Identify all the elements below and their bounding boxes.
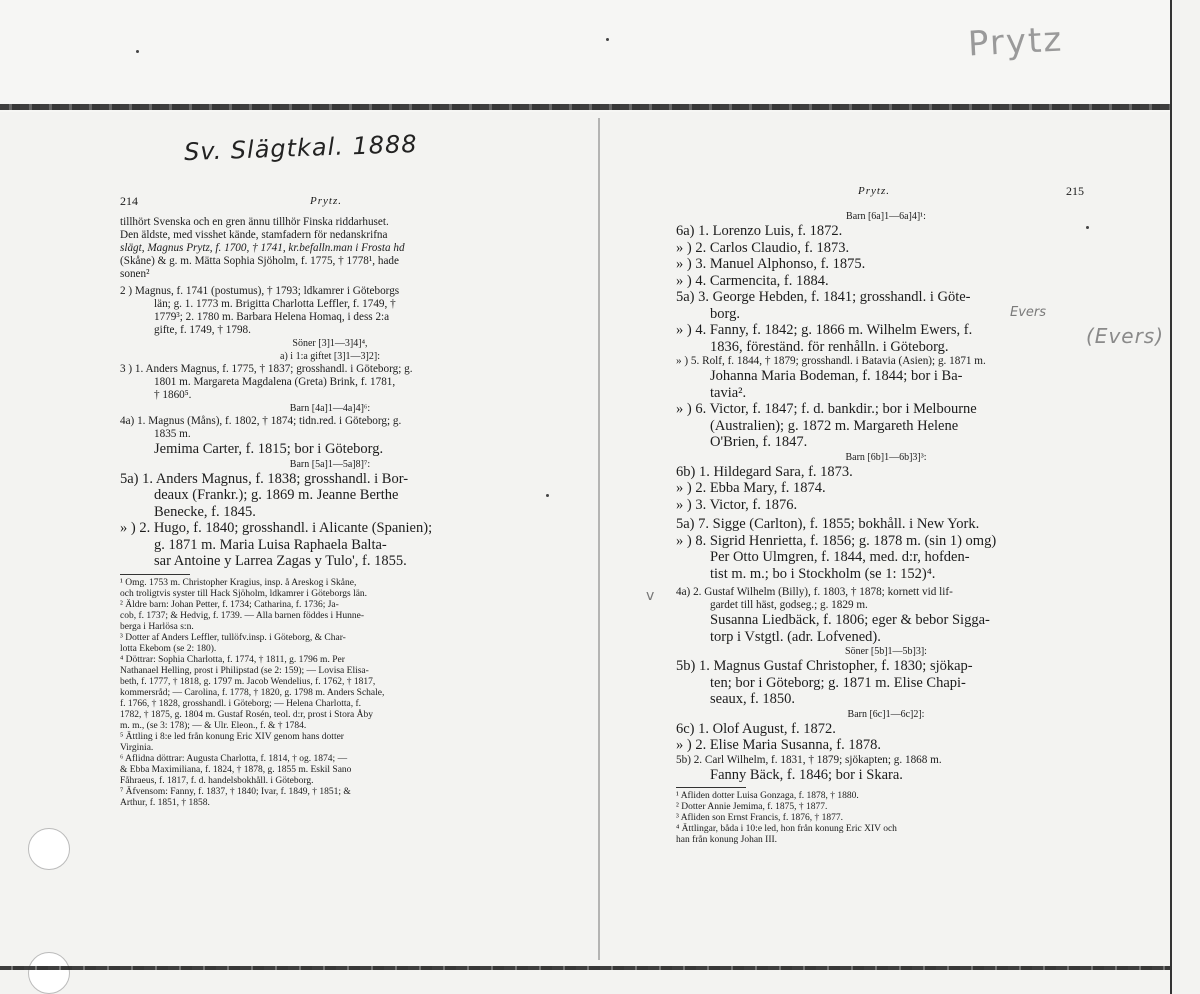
footnote-line: 1782, † 1875, g. 1804 m. Gustaf Rosén, teol. d:r, prost i Stora Åby: [120, 709, 373, 720]
footnote-line: ² Dotter Annie Jemima, f. 1875, † 1877.: [676, 802, 828, 812]
text-line: gardet till häst, godseg.; g. 1829 m.: [710, 599, 868, 611]
text-line: deaux (Frankr.); g. 1869 m. Jeanne Berthe: [154, 487, 399, 503]
section-heading: Söner [3]1—3]4]⁴,: [292, 338, 368, 349]
text-line: sonen²: [120, 268, 150, 280]
right-frame-edge: [1170, 0, 1172, 994]
handwritten-source-note: Sv. Slägtkal. 1888: [183, 129, 419, 167]
footnote-line: berga i Harlösa s:n.: [120, 621, 194, 632]
left-footnotes: [120, 578, 540, 809]
text-line: 1836, föreständ. för renhålln. i Göteborg.: [710, 338, 949, 355]
text-line: » ) 8. Sigrid Henrietta, f. 1856; g. 1878 m. (sin 1) omg): [676, 532, 997, 549]
section-heading: a) i 1:a giftet [3]1—3]2]:: [280, 351, 380, 362]
footnote-line: f. 1766, † 1828, grosshandl. i Göteborg; — Helena Charlotta, f.: [120, 698, 361, 709]
footnote-line: ⁷ Äfvensom: Fanny, f. 1837, † 1840; Ivar, f. 1849, † 1851; &: [120, 786, 351, 797]
handwritten-evers-small: Evers: [1010, 305, 1047, 320]
text-line: » ) 3. Manuel Alphonso, f. 1875.: [676, 256, 866, 272]
text-line: 3 ) 1. Anders Magnus, f. 1775, † 1837; grosshandl. i Göteborg; g.: [120, 363, 413, 375]
footnote-line: han från konung Johan III.: [676, 835, 778, 845]
footnote-line: ² Äldre barn: Johan Petter, f. 1734; Catharina, f. 1736; Ja-: [120, 599, 339, 610]
scan-speck: [136, 50, 139, 53]
left-page-body: [120, 216, 540, 809]
section-heading: Barn [6c]1—6c]2]:: [847, 708, 925, 720]
footnote-line: & Ebba Maximiliana, f. 1824, † 1878, g. 1855 m. Eskil Sano: [120, 764, 352, 775]
text-line: 6a) 1. Lorenzo Luis, f. 1872.: [676, 223, 843, 239]
text-line: (Australien); g. 1872 m. Margareth Helene: [710, 417, 959, 434]
footnote-line: Virginia.: [120, 742, 154, 753]
footnote-line: ⁶ Aflidna döttrar: Augusta Charlotta, f. 1814, † og. 1874; —: [120, 753, 348, 764]
footnote-line: ⁴ Ättlingar, båda i 10:e led, hon från konung Eric XIV och: [676, 824, 897, 834]
footnote-line: lotta Ekebom (se 2: 180).: [120, 643, 217, 654]
footnote-line: ³ Afliden son Ernst Francis, f. 1876, † 1877.: [676, 813, 843, 823]
footnote-line: ³ Dotter af Anders Leffler, tullöfv.insp. i Göteborg, & Char-: [120, 632, 346, 643]
text-line: 5a) 1. Anders Magnus, f. 1838; grosshandl. i Bor-: [120, 470, 409, 487]
text-line: † 1860⁵.: [154, 389, 192, 401]
text-line: sar Antoine y Larrea Zagas y Tulo', f. 1855.: [154, 553, 407, 569]
text-line: g. 1871 m. Maria Luisa Raphaela Balta-: [154, 536, 387, 553]
bottom-page-edge: [0, 966, 1170, 970]
text-line: » ) 3. Victor, f. 1876.: [676, 496, 798, 513]
text-line: 1779³; 2. 1780 m. Barbara Helena Homaq, i dess 2:a: [154, 311, 390, 323]
text-line: Benecke, f. 1845.: [154, 503, 256, 520]
footnote-line: ¹ Omg. 1753 m. Christopher Kragius, insp. å Areskog i Skåne,: [120, 577, 357, 588]
footnote-line: beth, f. 1777, † 1818, g. 1797 m. Jacob Wendelius, f. 1762, † 1817,: [120, 676, 376, 687]
section-heading: Söner [5b]1—5b]3]:: [845, 646, 927, 657]
text-line: Den äldste, med visshet kände, stamfadern för nedanskrifna: [120, 229, 388, 241]
binder-hole: [28, 828, 70, 870]
page-number-left: 214: [120, 194, 138, 208]
footnote-line: och troligtvis syster till Hack Sjöholm, ldkamrer i Göteborgs län.: [120, 588, 368, 599]
section-heading: Barn [6a]1—6a]4]¹:: [846, 211, 926, 222]
text-line: » ) 2. Elise Maria Susanna, f. 1878.: [676, 737, 881, 753]
footnote-line: Fåhraeus, f. 1817, f. d. handelsbokhåll. i Göteborg.: [120, 775, 314, 786]
text-line: » ) 2. Hugo, f. 1840; grosshandl. i Alicante (Spanien);: [120, 520, 433, 536]
scan-speck: [1086, 226, 1089, 229]
text-line: 1835 m.: [154, 428, 191, 440]
text-line: tist m. m.; bo i Stockholm (se 1: 152)⁴.: [710, 565, 936, 582]
binder-hole: [28, 952, 70, 994]
right-page: [604, 118, 1170, 958]
text-line: borg.: [710, 305, 740, 322]
text-line: 2 ) Magnus, f. 1741 (postumus), † 1793; ldkamrer i Göteborgs: [120, 285, 400, 297]
text-line: Johanna Maria Bodeman, f. 1844; bor i Ba-: [710, 368, 963, 384]
handwritten-surname: Prytz: [967, 19, 1065, 65]
running-head-right: Prytz.: [858, 185, 890, 197]
footnote-line: Arthur, f. 1851, † 1858.: [120, 797, 210, 808]
page-number-right: 215: [1066, 184, 1084, 198]
left-page: [8, 118, 596, 958]
text-line: O'Brien, f. 1847.: [710, 434, 808, 450]
text-line: Susanna Liedbäck, f. 1806; eger & bebor Sigga-: [710, 612, 990, 628]
footnote-rule: [676, 787, 746, 788]
text-line: 6c) 1. Olof August, f. 1872.: [676, 720, 836, 737]
footnote-line: m. m., (se 3: 178); — & Ulr. Eleon., f. & † 1784.: [120, 720, 307, 731]
text-line: 5b) 1. Magnus Gustaf Christopher, f. 1830; sjökap-: [676, 658, 973, 674]
text-line: » ) 4. Carmencita, f. 1884.: [676, 272, 829, 289]
text-line: Fanny Bäck, f. 1846; bor i Skara.: [710, 766, 903, 783]
text-line: 6b) 1. Hildegard Sara, f. 1873.: [676, 463, 853, 480]
right-footnotes: [676, 791, 1096, 846]
text-line: 4a) 1. Magnus (Måns), f. 1802, † 1874; tidn.red. i Göteborg; g.: [120, 415, 402, 427]
text-line: tillhört Svenska och en gren ännu tillhör Finska riddarhuset.: [120, 216, 389, 228]
text-line: 5b) 2. Carl Wilhelm, f. 1831, † 1879; sjökapten; g. 1868 m.: [676, 753, 942, 766]
text-line: gifte, f. 1749, † 1798.: [154, 324, 251, 336]
text-line: (Skåne) & g. m. Mätta Sophia Sjöholm, f. 1775, † 1778¹, hade: [120, 255, 399, 267]
text-line: seaux, f. 1850.: [710, 691, 795, 707]
text-line: 5a) 3. George Hebden, f. 1841; grosshandl. i Göte-: [676, 289, 971, 305]
footnote-line: ¹ Afliden dotter Luisa Gonzaga, f. 1878, † 1880.: [676, 791, 859, 801]
footnote-line: cob, f. 1737; & Hedvig, f. 1739. — Alla barnen föddes i Hunne-: [120, 610, 365, 621]
scan-speck: [606, 38, 609, 41]
text-line: » ) 2. Carlos Claudio, f. 1873.: [676, 239, 850, 256]
footnote-line: ⁴ Döttrar: Sophia Charlotta, f. 1774, † 1811, g. 1796 m. Per: [120, 654, 345, 665]
section-heading: Barn [6b]1—6b]3]³:: [845, 451, 927, 463]
top-page-edge: [0, 104, 1170, 110]
text-line: torp i Vstgtl. (adr. Lofvened).: [710, 628, 881, 645]
footnote-line: ⁵ Ättling i 8:e led från konung Eric XIV genom hans dotter: [120, 731, 344, 742]
running-head-left: Prytz.: [310, 195, 342, 207]
text-line: Per Otto Ulmgren, f. 1844, med. d:r, hofden-: [710, 549, 970, 565]
text-line: tavia².: [710, 384, 747, 401]
scan-speck: [546, 494, 549, 497]
text-line: slägt, Magnus Prytz, f. 1700, † 1741, kr.befalln.man i Frosta hd: [120, 242, 405, 254]
text-line: län; g. 1. 1773 m. Brigitta Charlotta Leffler, f. 1749, †: [154, 298, 396, 310]
text-line: 5a) 7. Sigge (Carlton), f. 1855; bokhåll. i New York.: [676, 516, 980, 532]
margin-check-mark: v: [646, 588, 655, 604]
text-line: Jemima Carter, f. 1815; bor i Göteborg.: [154, 441, 384, 457]
text-line: » ) 5. Rolf, f. 1844, † 1879; grosshandl. i Batavia (Asien); g. 1871 m.: [676, 355, 986, 367]
text-line: » ) 4. Fanny, f. 1842; g. 1866 m. Wilhelm Ewers, f.: [676, 322, 973, 338]
handwritten-evers-bracketed: (Evers): [1086, 324, 1165, 348]
text-line: 4a) 2. Gustaf Wilhelm (Billy), f. 1803, † 1878; kornett vid lif-: [676, 586, 953, 598]
text-line: » ) 2. Ebba Mary, f. 1874.: [676, 480, 826, 496]
footnote-rule: [120, 574, 190, 575]
section-heading: Barn [4a]1—4a]4]⁶:: [289, 403, 371, 414]
footnote-line: Nathanael Helling, prost i Philipstad (se 2: 159); — Lovisa Elisa-: [120, 665, 369, 676]
text-line: » ) 6. Victor, f. 1847; f. d. bankdir.; bor i Melbourne: [676, 401, 977, 417]
text-line: 1801 m. Margareta Magdalena (Greta) Brink, f. 1781,: [154, 376, 396, 388]
text-line: ten; bor i Göteborg; g. 1871 m. Elise Chapi-: [710, 674, 966, 691]
footnote-line: kommersråd; — Carolina, f. 1778, † 1820, g. 1798 m. Anders Schale,: [120, 687, 385, 698]
section-heading: Barn [5a]1—5a]8]⁷:: [289, 458, 371, 470]
book-spine: [598, 118, 600, 960]
